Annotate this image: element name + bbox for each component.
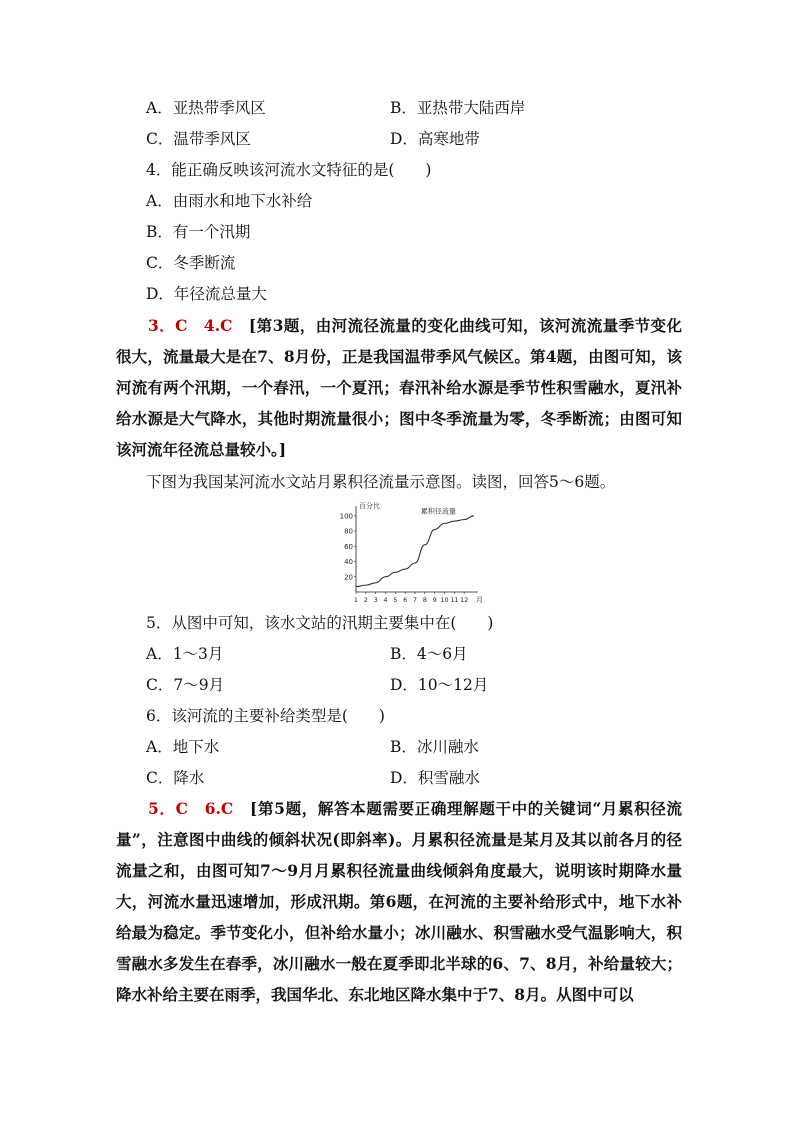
q5-option-b: B．4～6月 (390, 645, 468, 663)
q6-stem: 6．该河流的主要补给类型是( ) (146, 707, 385, 725)
q5-option-a: A．1～3月 (146, 645, 224, 663)
answer-label: 3．C 4.C (148, 316, 233, 335)
q4-option-c: C．冬季断流 (146, 254, 236, 272)
q4-option-d: D．年径流总量大 (146, 285, 267, 303)
q4-stem: 4．能正确反映该河流水文特征的是( ) (146, 161, 432, 179)
q6-option-d: D．积雪融水 (390, 769, 480, 787)
x-tick-label: 1 (353, 596, 359, 604)
q3-option-b: B．亚热带大陆西岸 (390, 99, 526, 117)
x-tick-label: 7 (412, 596, 418, 604)
x-axis-label: 月 (476, 596, 483, 604)
runoff-chart-svg (336, 500, 488, 606)
q5-option-d: D．10～12月 (390, 676, 489, 694)
legend-label: 累积径流量 (420, 507, 456, 516)
x-tick-label: 4 (383, 596, 388, 604)
answer-label-2: 5．C 6.C (148, 799, 234, 818)
q5-stem: 5．从图中可知，该水文站的汛期主要集中在( ) (146, 614, 494, 632)
q6-option-c: C．降水 (146, 769, 205, 787)
q5-option-c: C．7～9月 (146, 676, 225, 694)
x-tick-label: 6 (403, 596, 408, 604)
answer-explanation-2: [第5题，解答本题需要正确理解题干中的关键词“月累积径流量”，注意图中曲线的倾斜状况(即斜率)。月累积径流量是某月及其以前各月的径流量之和，由图可知7～9月月累积径流量曲线倾斜角度最大，说明该时期降水量大，河流水量迅速增加，形成汛期。第6题，在河流的主要补给形式中，地下水补给最为稳定。季节变化小，但补给水量小；冰川融水、积雪融水受气温影响大，积雪融水多发生在春季，冰川融水一般在夏季即北半球的6、7、8月，补给量较大；降水补给主要在雨季，我国华北、东北地区降水集中于7、8月。从图中可以 (116, 799, 682, 1004)
y-tick-label: 100 (339, 512, 353, 521)
chart-intro: 下图为我国某河流水文站月累积径流量示意图。读图，回答5～6题。 (146, 473, 616, 491)
q6-option-b: B．冰川融水 (390, 738, 479, 756)
q4-option-b: B．有一个汛期 (146, 223, 251, 241)
answer-3-4 (116, 310, 682, 465)
q4-option-a: A．由雨水和地下水补给 (146, 192, 313, 210)
q3-option-c: C．温带季风区 (146, 130, 251, 148)
x-tick-label: 11 (450, 596, 459, 604)
runoff-chart (336, 500, 488, 606)
x-tick-label: 8 (422, 596, 427, 604)
y-tick-label: 60 (344, 542, 353, 551)
y-tick-label: 40 (344, 558, 353, 567)
answer-explanation: [第3题，由河流径流量的变化曲线可知，该河流流量季节变化很大，流量最大是在7、8月份，正是我国温带季风气候区。第4题，由图可知，该河流有两个汛期，一个春汛，一个夏汛；春汛补给水源是季节性积雪融水，夏汛补给水源是大气降水，其他时期流量很小；图中冬季流量为零，冬季断流；由图可知该河流年径流总量较小。] (116, 316, 683, 459)
x-tick-label: 5 (393, 596, 398, 604)
q3-option-d: D．高寒地带 (390, 130, 480, 148)
y-tick-label: 80 (344, 527, 353, 536)
y-tick-label: 20 (344, 573, 353, 582)
answer-5-6 (116, 793, 682, 1010)
y-axis-label: 百分比 (359, 502, 380, 510)
x-tick-label: 3 (373, 596, 378, 604)
x-tick-label: 2 (363, 596, 368, 604)
q6-option-a: A．地下水 (146, 738, 220, 756)
x-tick-label: 10 (440, 596, 449, 604)
runoff-curve (356, 516, 474, 587)
x-tick-label: 12 (460, 596, 469, 604)
x-tick-label: 9 (432, 596, 437, 604)
q3-option-a: A．亚热带季风区 (146, 99, 266, 117)
